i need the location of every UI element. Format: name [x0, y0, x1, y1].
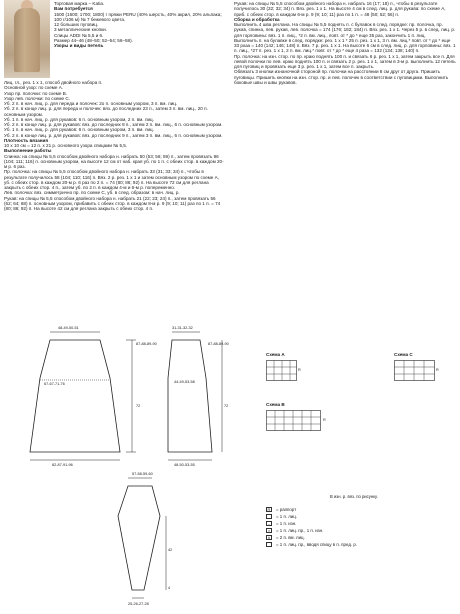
back-bottom-label: 82-87-91-96 [52, 463, 73, 467]
need-text: 1500 (1600; 1700; 1800) г пряжи PERU (40% шерсть, 40% акрил, 20% альпака; 100 г/106 м) № 7 бежевого цвета. [54, 11, 222, 22]
front-side-top-label: 87-88-89-90 [208, 342, 229, 346]
back-side-top-label: 87-88-89-90 [136, 342, 157, 346]
photo-coat [14, 8, 40, 72]
legend-text: = 1 п. лиц. пр., вводя спицу в п. пред. р. [276, 542, 357, 547]
legend-symbol: – [267, 521, 271, 526]
sleeve-top-label: 57-58-59-60 [132, 472, 153, 476]
materials-block [54, 1, 224, 48]
schema-a-rep: R [298, 368, 301, 372]
size-line: Размер 44–46 (48–50; 52–54; 56–58). [54, 37, 133, 43]
left-paragraph: Уб. 1 п. в нач. лиц. р. для рукавов: 6 п. основным узором, 2 п. вм. лиц. [4, 116, 154, 122]
schema-b-rep: R [323, 418, 326, 422]
legend-symbol [266, 514, 272, 519]
needles-line: Спицы ADDI № 5,5 и 6. [54, 32, 104, 38]
clasps-line: 3 металлические кнопки. [54, 27, 108, 33]
left-paragraph: Уб. 2 п. в конце лиц. р. для рукавов: вяз. до последних 9 п., затем 3 п. вм. лиц., 6 п. основным узором. [4, 132, 223, 138]
sleeve-side-label: 4 [168, 586, 171, 590]
schema-note: В изн. р. вяз. по рисунку. [330, 494, 378, 499]
symbol-legend [266, 506, 456, 548]
legend-text: = раппорт [276, 507, 297, 512]
right-column [234, 1, 456, 85]
work-paragraph: Рукав: на спицы № 5,5 способом двойного набора н. набрать 21 (22; 23; 24) п., затем провязать 56 (62; 64; 68) п. основным узором, прибавить с обеих стор. в каждом 8-м р. 9 (9; 10; 11) раз по 1 п. = 74 (80; 86; 92) п. На высоте 42 см для реглана закрыть с обеих стор. 4 п. [4, 195, 221, 211]
right-paragraph: Выполнить п. на булавке в след. порядке: рез. 1 х 1 * 25 п. рез. 1 х 1, 3 п. вм. лиц.* повт. от * до * еще 33 раза = 140 (142; 146; 148) п. Вяз. 7 р. рез. 1 х 1. На высоте 6 см в след. лиц. р. для горловины: вяз. 1 п. лиц., *27 п. рез. 1 х 1, 2 п. вм. лиц.* повт. от * до * еще 4 раза = 132 (134; 138; 140) п. [234, 37, 456, 54]
front-pattern-diagram [150, 318, 240, 468]
sleeve-mid-label: 42 [168, 548, 173, 552]
left-paragraph: Основной узор: по схеме А. [4, 85, 64, 91]
legend-text: = 1 п. изн. [276, 521, 297, 526]
right-paragraph: Выполнить 4 шва реглана. На спицы № 5,5 поднять п. с булавок в след. порядке: пр. полочка, пр. рукав, спинка, лев. рукав, лев. полочка = 174 (176; 182; 184) п. Вяз. рез. 1 х 1. Через 5 р. в след. лиц. р. для горловины: вяз. 1 п. лиц., *2 п. вм. лиц., повт. от * до * еще 35 раз, закончить 1 п. лиц. [234, 22, 456, 38]
density-title: Плотность вязания [4, 137, 49, 143]
schema-a-grid [266, 360, 306, 382]
front-mid-label: 72 [224, 404, 229, 408]
sleeve-bottom-label: 25-26-27-28 [128, 602, 149, 606]
work-paragraph: Лев. полочка: вяз. симметрично пр. по схеме С, уб. в след. образом: в нач. лиц. р. [4, 190, 180, 196]
work-paragraph: Спинка: на спицы № 5,5 способом двойного набора н. набрать 50 (53; 56; 59) п., затем провязать 96 (104; 111; 116) п. основным узором, на высоте 12 см от наб. края уб. по 1 п. с обеих стор. в каждом 20-м р. 6 раз. [4, 153, 224, 169]
front-mid-width-label: 44-49-53-58 [174, 380, 195, 384]
schema-c-title: Схема С [394, 352, 413, 357]
left-paragraph: Лиц. гл., рез. 1 х 1, способ двойного набора п. [4, 80, 103, 85]
right-paragraph: Обвязать 3 кнопки изнаночной стороной пр. полочки на расстоянии 8 см друг от друга. Пришить пуговицы. Пришить кнопки на изн. стор. пр. и лев. полочек в соответствии с пуговицами. Выполнить боковые швы и швы рукавов. [234, 69, 449, 85]
legend-item [266, 534, 456, 541]
right-paragraph: Пр. полочка: на изн. стор. по пр. краю поднять 100 п. и связать 6 р. рез. 1 х 1, затем закрыть все п. Для левой полочки по лев. краю поднять 100 п. и связать 2 р. рез. 1 х 1, затем в 3-м р. выполнить 12 петель для пуговиц и провязать еще 3 р. рез. 1 х 1, затем все п. закрыть. [234, 53, 456, 69]
legend-text: = 1 п. лиц. пр., 1 п. изн. [276, 528, 324, 533]
legend-item [266, 506, 456, 513]
back-bottom-mid-label: 67-67-71-76 [44, 382, 65, 386]
legend-item [266, 541, 456, 548]
legend-symbol: ∧ [267, 535, 271, 540]
schema-a-title: Схема А [266, 352, 285, 357]
schema-b-grid [266, 410, 336, 432]
need-title: Вам потребуется [54, 6, 93, 12]
left-paragraph: Узор лев. полочки: по схеме С. [4, 95, 70, 101]
legend-symbol: ⌒ [267, 542, 271, 547]
legend-text: = 1 п. лиц. [276, 514, 298, 519]
left-column [4, 80, 224, 211]
front-top-label: 31-31-32-32 [172, 326, 193, 330]
left-paragraph: Узор пр. полочки: по схеме В. [4, 90, 68, 96]
sleeve-pattern-svg [108, 468, 178, 614]
left-paragraph: Уб. 2 п. в конце лиц. р. для рукавов: вяз. до последних 8 п., затем 2 п. вм. лиц., 6 п. основным узором. [4, 122, 223, 127]
schema-c-rep: R [436, 368, 439, 372]
model-photo [4, 0, 50, 78]
patterns-title: Узоры и виды петель [54, 43, 104, 48]
back-top-label: 48-49-50-51 [58, 326, 79, 330]
left-paragraph: Уб. 1 п. в нач. лиц. р. для рукавов: 6 п. основным узором, 3 п. вм. лиц. [4, 127, 154, 133]
work-paragraph: Пр. полочка: на спицы № 5,5 способом двойного набора н. набрать 33 (31; 33; 34) п., чтобы в результате получилось 58 (104; 110; 116) п. Вяз. 2 р. рез. 1 х 1 и затем основным узором по схеме А, уб. с обеих стор. в каждом 20-м р. 6 раз по 2 п. = 74 (80; 86; 92) п. На высоте 72 см для реглана закрыть с обеих стор. 4 п., затем уб. по 2 п. в каждом 4-м и 6-м р. попеременно. [4, 169, 219, 190]
legend-symbol: ∩ [267, 528, 271, 533]
left-paragraph: Уб. 2 п. в конце лиц. р. для переда и полочек: вяз. до последних 23 п., затем 3 п. вм. лиц., 20 п. основным узором. [4, 106, 208, 117]
schema-b-title: Схема В [266, 402, 285, 407]
legend-item [266, 527, 456, 534]
legend-text: = 2 п. вм. лиц. [276, 535, 305, 540]
assembly-title: Сборка и обработка [234, 16, 280, 22]
density-text: 10 х 10 см = 12 п. х 21 р. основного узора спицами № 5,5. [4, 143, 128, 148]
legend-symbol: R [267, 507, 271, 512]
right-paragraph: Рукав: на спицы № 5,5 способом двойного набора н. набрать 16 (17; 18) п., чтобы в результате получилось 30 (32; 32; 34) п. Вяз. рез. 1 х 1. На высоте 4 см в след. лиц. р. для рукава: по схеме А, приб. с обеих стор. в каждом 6-м р. 9 (9; 10; 11) раз по 1 п. = 48 (50; 52; 56) п. [234, 1, 446, 17]
front-pattern-svg [150, 318, 240, 468]
schema-c-grid [394, 360, 444, 382]
legend-item [266, 513, 456, 520]
buttons-line: 12 больших пуговиц. [54, 22, 99, 27]
work-title: Выполнение работы [4, 148, 52, 154]
back-mid-label: 72 [136, 404, 141, 408]
left-paragraph: Уб. 2 п. в нач. лиц. р. для переда и полочек: 2о п. основным узором, 3 п. вм. лиц. [4, 101, 178, 106]
legend-item [266, 520, 456, 527]
brand-line: Торговая марка – Katia. [54, 1, 105, 6]
sleeve-pattern-diagram [108, 468, 178, 614]
front-bottom-label: 48-50-53-55 [174, 463, 195, 467]
